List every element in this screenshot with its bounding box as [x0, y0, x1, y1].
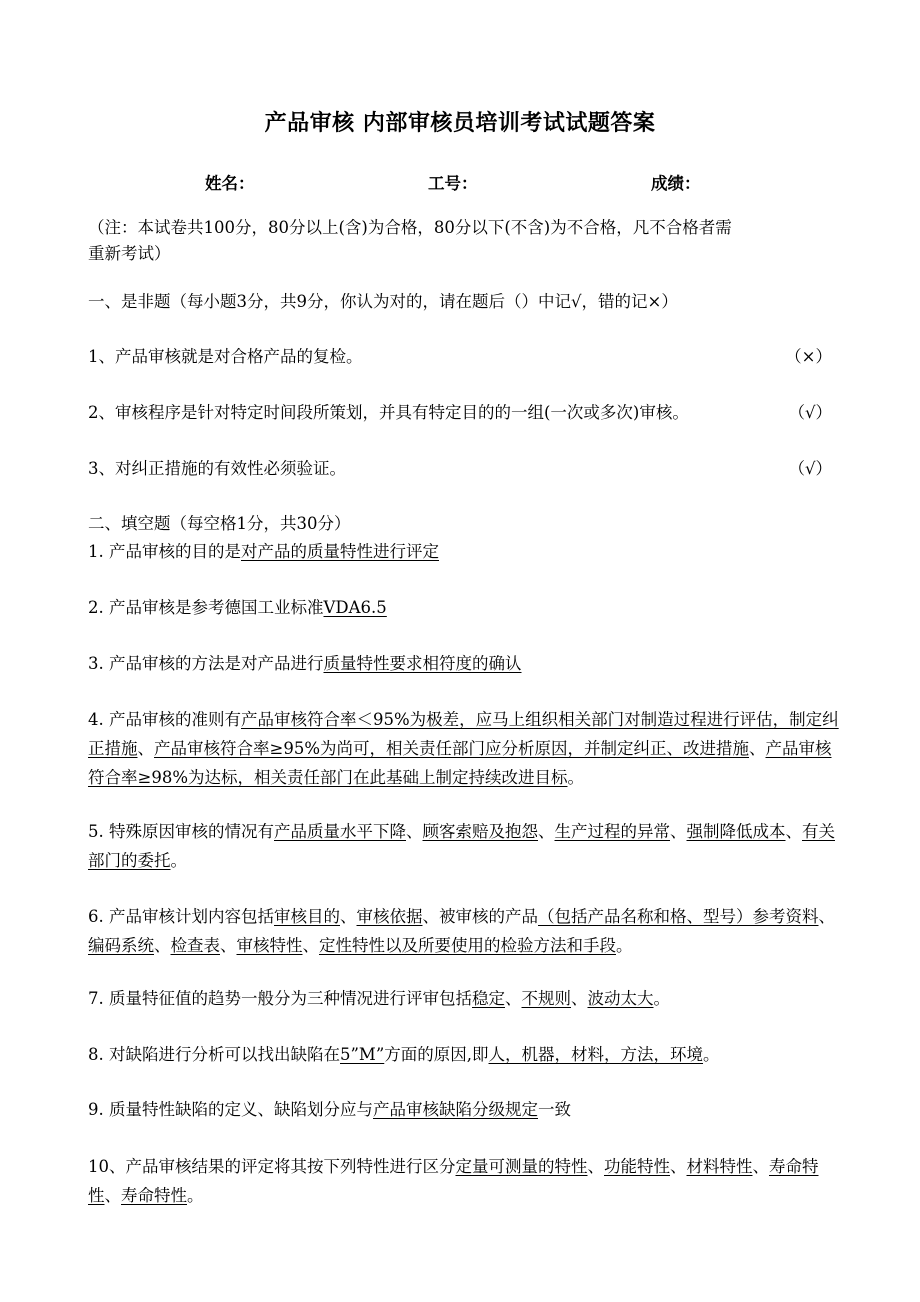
- info-row: [0, 170, 920, 194]
- answer: 产品审核符合率≥95%为尚可，相关责任部门应分析原因，并制定纠正、改进措施: [154, 739, 749, 758]
- answer: 寿命特性: [121, 1186, 187, 1205]
- fill-question-6: 6. 产品审核计划内容包括审核目的、审核依据、被审核的产品（包括产品名称和格、型号）参考资料、编码系统、检查表、审核特性、定性特性以及所要使用的检验方法和手段。: [88, 907, 835, 955]
- answer: 功能特性: [604, 1157, 670, 1176]
- fill-question-7: 7. 质量特征值的趋势一般分为三种情况进行评审包括稳定、不规则、波动太大。: [88, 989, 670, 1008]
- name-label: 姓名：: [205, 174, 255, 193]
- answer: 审核依据: [356, 907, 423, 926]
- fill-question-5: 5. 特殊原因审核的情况有产品质量水平下降、顾客索赔及抱怨、生产过程的异常、强制降低成本、有关部门的委托。: [88, 822, 835, 870]
- answer: 强制降低成本: [686, 822, 786, 841]
- answer: VDA6.5: [323, 598, 387, 617]
- answer: 产品审核缺陷分级规定: [373, 1100, 538, 1119]
- fill-question-8: 8. 对缺陷进行分析可以找出缺陷在5”M”方面的原因,即人，机器，材料，方法，环境。: [88, 1045, 720, 1064]
- tf-answer-3: （√）: [788, 459, 832, 478]
- tf-question-2: 2、审核程序是针对特定时间段所策划，并具有特定目的的一组(一次或多次)审核。: [88, 403, 689, 422]
- answer: 定量可测量的特性: [455, 1157, 588, 1176]
- employee-id-label: 工号：: [428, 174, 478, 193]
- answer: 人，机器，材料，方法，环境: [488, 1045, 704, 1064]
- answer: 5”M”: [340, 1045, 385, 1064]
- fill-question-2: 2. 产品审核是参考德国工业标准VDA6.5: [88, 598, 387, 617]
- answer: 产品审核符合率≥98%为达标，相关责任部门在此基础上制定持续改进目标: [88, 739, 832, 787]
- answer: 定性特性以及所要使用的检验方法和手段: [319, 936, 616, 955]
- answer: 波动太大: [587, 989, 654, 1008]
- answer: （包括产品名称和格、型号）参考资料: [538, 907, 819, 926]
- answer: 产品质量水平下降: [274, 822, 406, 841]
- fill-question-4: 4. 产品审核的准则有产品审核符合率＜95%为极差，应马上组织相关部门对制造过程进行评估，制定纠正措施、产品审核符合率≥95%为尚可，相关责任部门应分析原因，并制定纠正、改进措施、产品审核符合率≥98%为达标，相关责任部门在此基础上制定持续改进目标。: [88, 710, 839, 787]
- answer: 审核特性: [236, 936, 303, 955]
- answer: 审核目的: [274, 907, 340, 926]
- fill-question-9: 9. 质量特性缺陷的定义、缺陷划分应与产品审核缺陷分级规定一致: [88, 1100, 571, 1119]
- answer: 质量特性要求相符度的确认: [323, 654, 522, 673]
- answer: 有关部门的委托: [88, 822, 835, 870]
- fill-question-1: 1. 产品审核的目的是对产品的质量特性进行评定: [88, 542, 439, 561]
- answer: 寿命特性: [88, 1157, 819, 1205]
- tf-answer-1: （×）: [785, 347, 832, 366]
- answer: 检查表: [170, 936, 220, 955]
- answer: 对产品的质量特性进行评定: [241, 542, 439, 561]
- answer: 生产过程的异常: [554, 822, 670, 841]
- section-1-heading: 一、是非题（每小题3分，共9分，你认为对的，请在题后（）中记√，错的记×）: [88, 292, 678, 311]
- fill-question-3: 3. 产品审核的方法是对产品进行质量特性要求相符度的确认: [88, 654, 522, 673]
- tf-question-1: 1、产品审核就是对合格产品的复检。: [88, 347, 363, 366]
- note-line-2: 重新考试）: [88, 244, 171, 263]
- document-title: 产品审核 内部审核员培训考试试题答案: [264, 111, 656, 136]
- answer: 产品审核符合率＜95%为极差，应马上组织相关部门对制造过程进行评估，制定纠正措施: [88, 710, 839, 758]
- fill-question-10: 10、产品审核结果的评定将其按下列特性进行区分定量可测量的特性、功能特性、材料特性、寿命特性、寿命特性。: [88, 1157, 819, 1205]
- answer: 顾客索赔及抱怨: [422, 822, 538, 841]
- answer: 不规则: [521, 989, 571, 1008]
- section-2-heading: 二、填空题（每空格1分，共30分）: [88, 514, 351, 533]
- tf-answer-2: （√）: [788, 403, 832, 422]
- answer: 编码系统: [88, 936, 154, 955]
- score-label: 成绩：: [651, 174, 701, 193]
- note-line-1: （注：本试卷共100分，80分以上(含)为合格，80分以下(不含)为不合格，凡不合格者需: [88, 218, 732, 237]
- answer: 稳定: [472, 989, 505, 1008]
- tf-question-3: 3、对纠正措施的有效性必须验证。: [88, 459, 346, 478]
- answer: 材料特性: [686, 1157, 753, 1176]
